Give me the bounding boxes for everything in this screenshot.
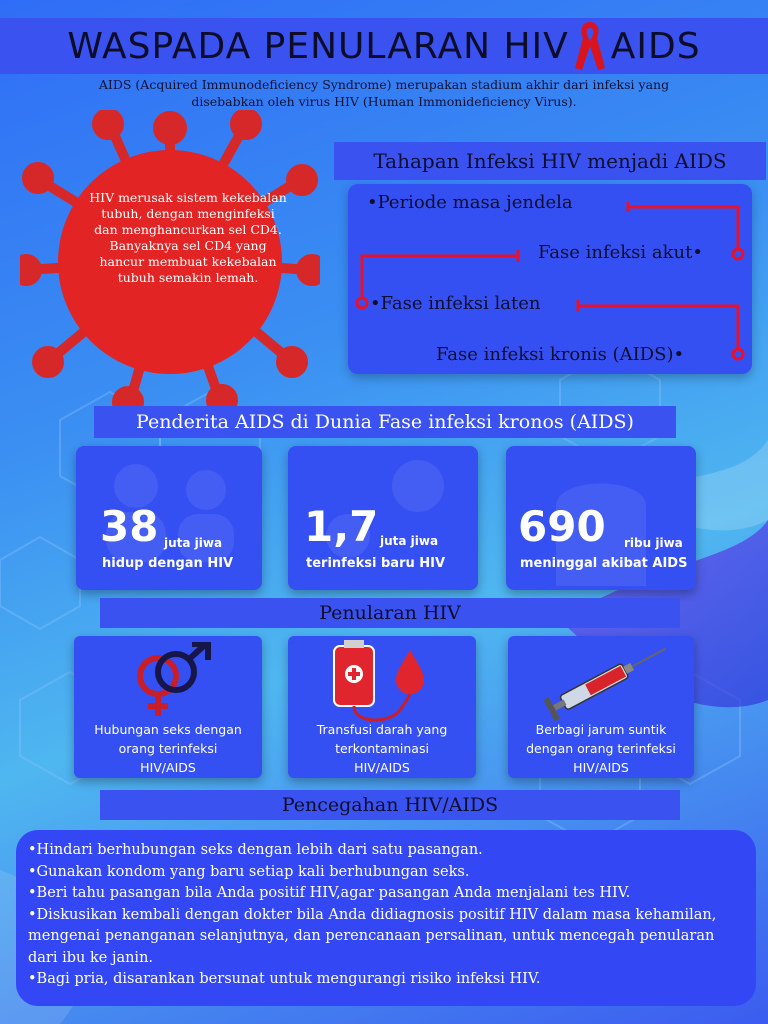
stat-number-living: 38 [100, 502, 159, 551]
stat-unit-deaths: ribu jiwa [624, 536, 683, 550]
world-stats-title: Penderita AIDS di Dunia Fase infeksi kronos (AIDS) [94, 406, 676, 438]
gender-symbols-icon [130, 642, 216, 718]
stat-card-new [288, 446, 478, 590]
virus-description: HIV merusak sistem kekebalan tubuh, dengan menginfeksi dan menghancurkan sel CD4. Banyaknya sel CD4 yang hancur membuat kekebalan tubuh semakin lemah. [89, 190, 287, 285]
stat-number-deaths: 690 [518, 502, 606, 551]
transmission-label-sex [80, 720, 256, 777]
transmission-title: Penularan HIV [100, 598, 680, 628]
prevention-list [28, 840, 744, 991]
transmission-blood-line-2: terkontaminasi [335, 741, 429, 756]
stat-unit-new: juta jiwa [380, 534, 439, 548]
prevention-item: •Hindari berhubungan seks dengan lebih dari satu pasangan. [28, 842, 483, 858]
transmission-blood-line-3: HIV/AIDS [354, 760, 410, 775]
stat-desc-new: terinfeksi baru HIV [306, 556, 446, 571]
stat-number-new: 1,7 [304, 502, 379, 551]
stat-desc-deaths: meninggal akibat AIDS [520, 556, 688, 571]
transmission-label-needle [514, 720, 688, 777]
prevention-item: •Gunakan kondom yang baru setiap kali berhubungan seks. [28, 863, 470, 880]
transmission-card-sex [74, 636, 262, 778]
transmission-sex-line-3: HIV/AIDS [140, 760, 196, 775]
blood-bag-icon [330, 640, 440, 730]
prevention-item: •Bagi pria, disarankan bersunat untuk mengurangi risiko infeksi HIV. [28, 971, 541, 987]
stat-desc-living: hidup dengan HIV [102, 556, 234, 571]
transmission-card-needle [508, 636, 694, 778]
stat-card-living [76, 446, 262, 590]
stat-unit-living: juta jiwa [164, 536, 223, 550]
transmission-sex-line-2: orang terinfeksi [118, 741, 218, 756]
title-bar [0, 18, 768, 74]
stage-acute-phase: Fase infeksi akut• [538, 242, 703, 263]
prevention-item: •Beri tahu pasangan bila Anda positif HIV,agar pasangan Anda menjalani tes HIV. [28, 885, 631, 901]
transmission-sex-line-1: Hubungan seks dengan [94, 722, 242, 737]
prevention-item: •Diskusikan kembali dengan dokter bila Anda didiagnosis positif HIV dalam masa kehamilan, mengenai penanganan selanjutnya, dan perencanaan persalinan, untuk mencegah penularan dari ibu ke janin. [28, 906, 717, 966]
syringe-icon [528, 642, 678, 722]
title-right: AIDS [610, 25, 701, 67]
transmission-needle-line-2: dengan orang terinfeksi [526, 741, 676, 756]
page-title [67, 18, 700, 74]
stat-card-deaths [506, 446, 696, 590]
transmission-label-blood [294, 720, 470, 777]
transmission-needle-line-3: HIV/AIDS [573, 760, 629, 775]
stage-chronic-phase: Fase infeksi kronis (AIDS)• [436, 344, 685, 365]
stages-title: Tahapan Infeksi HIV menjadi AIDS [334, 142, 766, 180]
intro-text [40, 76, 728, 110]
intro-line-1: AIDS (Acquired Immunodeficiency Syndrome) merupakan stadium akhir dari infeksi yang [98, 77, 670, 92]
prevention-panel [16, 830, 756, 1006]
stage-latent-phase: •Fase infeksi laten [370, 293, 541, 314]
transmission-card-blood [288, 636, 476, 778]
stage-window-period: •Periode masa jendela [367, 192, 573, 213]
transmission-blood-line-1: Transfusi darah yang [316, 722, 448, 737]
intro-line-2: disebabkan oleh virus HIV (Human Immonideficiency Virus). [191, 94, 577, 109]
title-left: WASPADA PENULARAN HIV [67, 25, 569, 67]
prevention-title: Pencegahan HIV/AIDS [100, 790, 680, 820]
red-ribbon-icon [571, 18, 609, 74]
transmission-needle-line-1: Berbagi jarum suntik [535, 722, 667, 737]
